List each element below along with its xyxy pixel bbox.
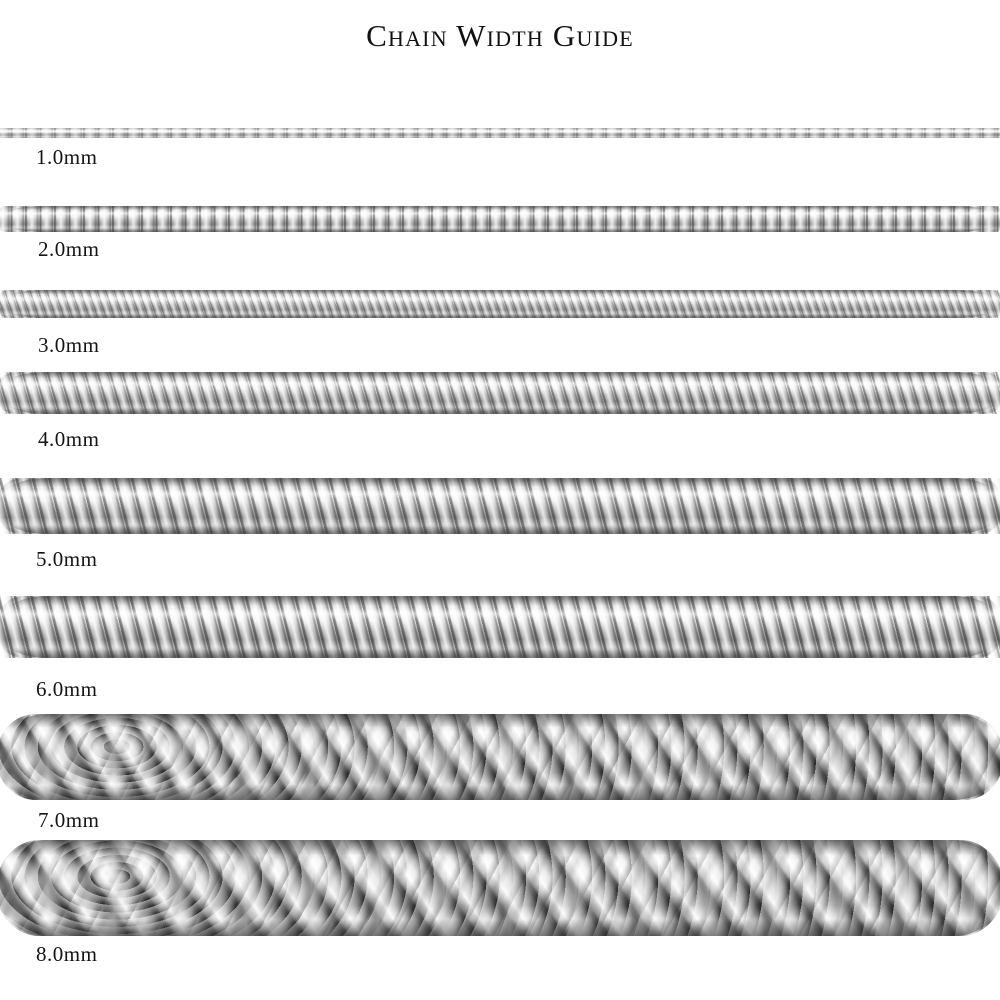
chain-image-8-0mm bbox=[0, 840, 1000, 936]
chain-image-2-0mm bbox=[0, 206, 1000, 232]
chain-image-5-0mm bbox=[0, 478, 1000, 534]
chain-highlight bbox=[0, 489, 1000, 499]
chain-image-4-0mm bbox=[0, 372, 1000, 414]
chain-edge-shading bbox=[0, 840, 1000, 936]
chain-edge-shading bbox=[0, 478, 1000, 534]
chain-label-3-0mm: 3.0mm bbox=[38, 333, 100, 357]
chain-label-8-0mm: 8.0mm bbox=[36, 942, 98, 966]
chain-label-1-0mm: 1.0mm bbox=[36, 145, 98, 169]
chain-image-3-0mm bbox=[0, 290, 1000, 318]
chain-edge-shading bbox=[0, 714, 1000, 800]
chain-highlight bbox=[0, 211, 1000, 216]
page-title: Chain Width Guide bbox=[366, 18, 634, 53]
chain-label-7-0mm: 7.0mm bbox=[38, 808, 100, 832]
chain-image-7-0mm bbox=[0, 714, 1000, 800]
chain-label-4-0mm: 4.0mm bbox=[38, 427, 100, 451]
chain-highlight bbox=[0, 608, 1000, 620]
chain-edge-shading bbox=[0, 372, 1000, 414]
chain-edge-shading bbox=[0, 290, 1000, 318]
chain-image-1-0mm bbox=[0, 128, 1000, 138]
chain-label-6-0mm: 6.0mm bbox=[36, 677, 98, 701]
chain-edge-shading bbox=[0, 596, 1000, 658]
chain-label-2-0mm: 2.0mm bbox=[38, 237, 100, 261]
chain-highlight bbox=[0, 296, 1000, 302]
chain-image-6-0mm bbox=[0, 596, 1000, 658]
chain-highlight bbox=[0, 380, 1000, 388]
chain-highlight bbox=[0, 130, 1000, 133]
chain-label-5-0mm: 5.0mm bbox=[36, 547, 98, 571]
chain-edge-shading bbox=[0, 206, 1000, 232]
